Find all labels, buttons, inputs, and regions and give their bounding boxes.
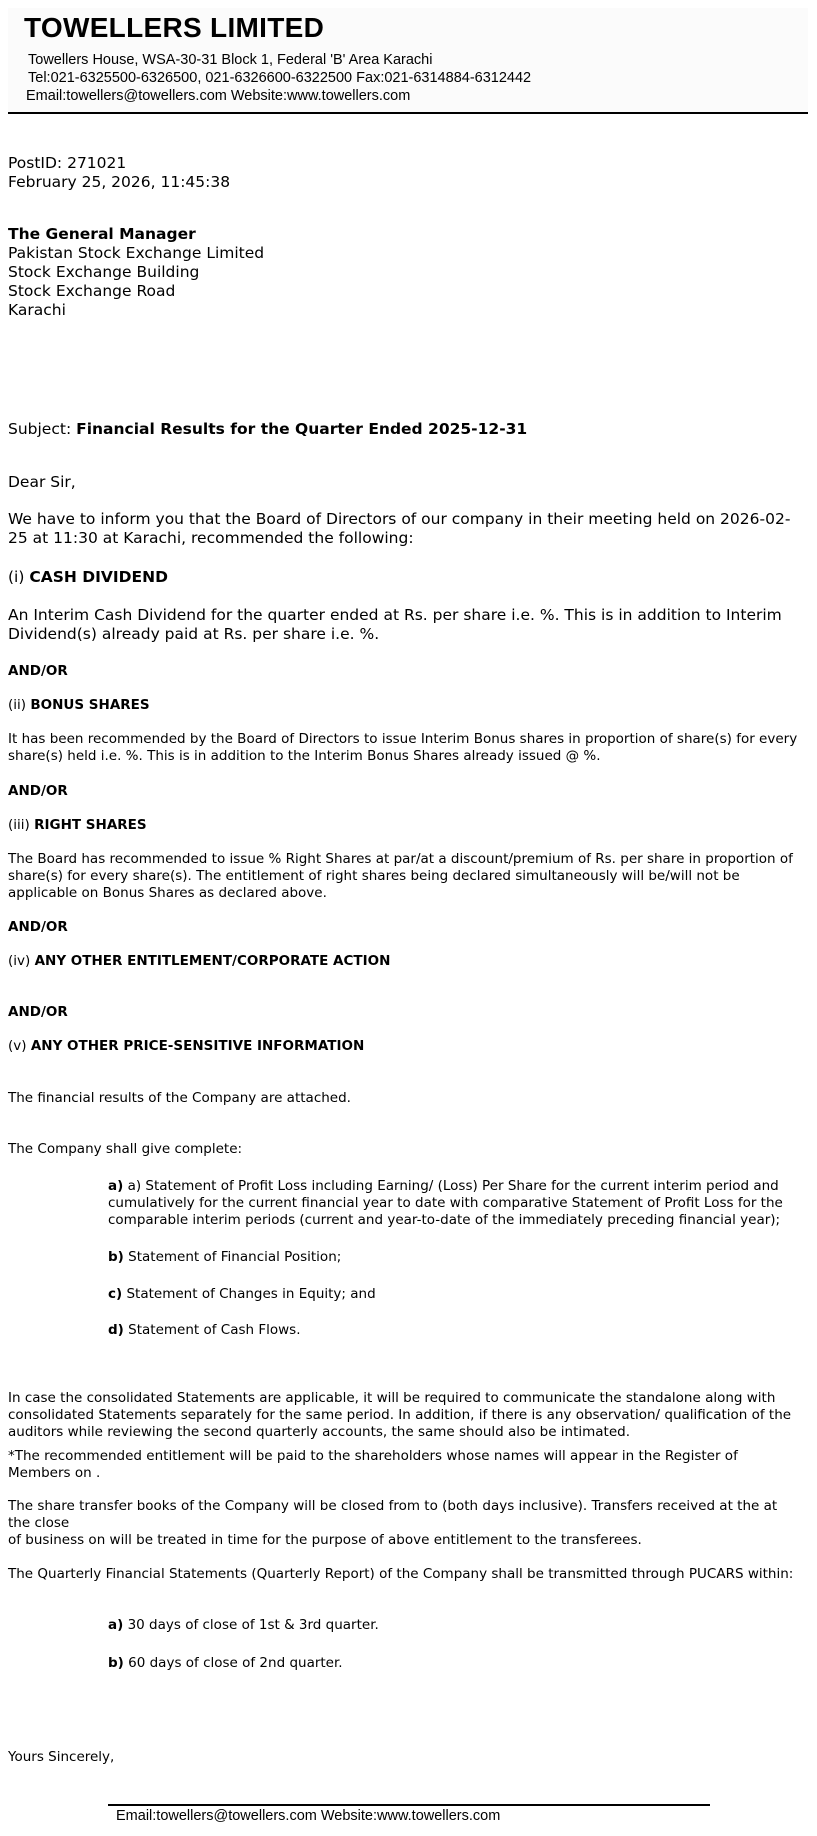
statement-item — [108, 1249, 798, 1266]
section-title: CASH DIVIDEND — [29, 568, 168, 586]
item-label: d) — [108, 1322, 124, 1338]
section-title: RIGHT SHARES — [34, 817, 147, 833]
attached-text: The financial results of the Company are attached. — [8, 1090, 351, 1106]
recipient-title: The General Manager — [8, 225, 196, 243]
letterhead — [8, 8, 808, 114]
andor-label: AND/OR — [8, 1004, 68, 1020]
subject-line — [8, 420, 527, 438]
transfer-text-line2: of business on will be treated in time for the purpose of above entitlement to the transferees. — [8, 1532, 642, 1548]
item-label: a) — [108, 1178, 124, 1194]
statement-item — [108, 1286, 798, 1303]
salutation: Dear Sir, — [8, 473, 76, 491]
statement-item — [108, 1178, 798, 1229]
item-text: 30 days of close of 1st & 3rd quarter. — [127, 1617, 379, 1633]
section-other-price-heading — [8, 1038, 364, 1054]
section-number: (ii) — [8, 697, 27, 713]
item-label: a) — [108, 1617, 124, 1633]
item-text: a) Statement of Profit Loss including Earning/ (Loss) Per Share for the current interim period and cumulatively for the current financial year to date with comparative Statement of Profit Loss for the comparable interim periods (current and year-to-date of the immediately preceding financial year); — [108, 1178, 783, 1228]
closing-text: Yours Sincerely, — [8, 1749, 115, 1765]
recipient-line: Stock Exchange Road — [8, 282, 176, 300]
section-title: BONUS SHARES — [30, 697, 150, 713]
consolidated-text: In case the consolidated Statements are applicable, it will be required to communicate the standalone along with consolidated Statements separately for the same period. In addition, if there is any observation/ qualification of the auditors while reviewing the second quarterly accounts, the same should also be intimated. — [8, 1390, 792, 1440]
footer-divider — [108, 1804, 710, 1806]
item-label: c) — [108, 1286, 123, 1302]
pucars-text: The Quarterly Financial Statements (Quarterly Report) of the Company shall be transmitted through PUCARS within: — [8, 1566, 794, 1582]
recipient-line: Stock Exchange Building — [8, 263, 200, 281]
subject-text: Financial Results for the Quarter Ended 2025-12-31 — [76, 420, 528, 438]
andor-label: AND/OR — [8, 663, 68, 679]
section-right-heading — [8, 817, 147, 833]
section-cash-dividend-heading — [8, 568, 168, 586]
footer-contact: Email:towellers@towellers.com Website:www.towellers.com — [116, 1808, 501, 1824]
section-number: (v) — [8, 1038, 27, 1054]
company-phone-fax: Tel:021-6325500-6326500, 021-6326600-6322500 Fax:021-6314884-6312442 — [28, 70, 532, 86]
intro-paragraph: We have to inform you that the Board of Directors of our company in their meeting held on 2026-02-25 at 11:30 at Karachi, recommended the following: — [8, 510, 791, 547]
entitlement-note: *The recommended entitlement will be paid to the shareholders whose names will appear in the Register of Members on . — [8, 1448, 738, 1481]
company-name: TOWELLERS LIMITED — [24, 12, 325, 43]
shall-give-text: The Company shall give complete: — [8, 1141, 243, 1157]
subject-label: Subject: — [8, 420, 72, 438]
transfer-text-line1: The share transfer books of the Company will be closed from to (both days inclusive). Transfers received at the at the close — [8, 1498, 778, 1531]
company-email-web: Email:towellers@towellers.com Website:www.towellers.com — [26, 88, 411, 104]
right-text: The Board has recommended to issue % Right Shares at par/at a discount/premium of Rs. per share in proportion of share(s) for every share(s). The entitlement of right shares being declared simultaneously will be/will not be applicable on Bonus Shares as declared above. — [8, 851, 793, 901]
recipient-line: Pakistan Stock Exchange Limited — [8, 244, 265, 262]
bonus-text: It has been recommended by the Board of Directors to issue Interim Bonus shares in proportion of share(s) for every share(s) held i.e. %. This is in addition to the Interim Bonus Shares already issued @ %. — [8, 731, 798, 764]
statement-item — [108, 1322, 798, 1339]
section-number: (iii) — [8, 817, 30, 833]
andor-label: AND/OR — [8, 783, 68, 799]
recipient-line: Karachi — [8, 301, 66, 319]
post-datetime: February 25, 2026, 11:45:38 — [8, 173, 231, 191]
post-id: PostID: 271021 — [8, 154, 127, 172]
item-text: Statement of Changes in Equity; and — [126, 1286, 376, 1302]
item-label: b) — [108, 1249, 124, 1265]
section-title: ANY OTHER PRICE-SENSITIVE INFORMATION — [30, 1038, 365, 1054]
section-title: ANY OTHER ENTITLEMENT/CORPORATE ACTION — [34, 953, 391, 969]
item-text: 60 days of close of 2nd quarter. — [128, 1655, 343, 1671]
section-bonus-heading — [8, 697, 150, 713]
andor-label: AND/OR — [8, 919, 68, 935]
item-text: Statement of Financial Position; — [128, 1249, 342, 1265]
section-number: (i) — [8, 568, 25, 586]
pucars-item — [108, 1617, 798, 1634]
section-other-entitlement-heading — [8, 953, 390, 969]
cash-dividend-text: An Interim Cash Dividend for the quarter ended at Rs. per share i.e. %. This is in addition to Interim Dividend(s) already paid at Rs. per share i.e. %. — [8, 606, 782, 643]
pucars-item — [108, 1655, 798, 1672]
section-number: (iv) — [8, 953, 31, 969]
company-address: Towellers House, WSA-30-31 Block 1, Federal 'B' Area Karachi — [28, 52, 433, 68]
item-label: b) — [108, 1655, 124, 1671]
item-text: Statement of Cash Flows. — [128, 1322, 301, 1338]
